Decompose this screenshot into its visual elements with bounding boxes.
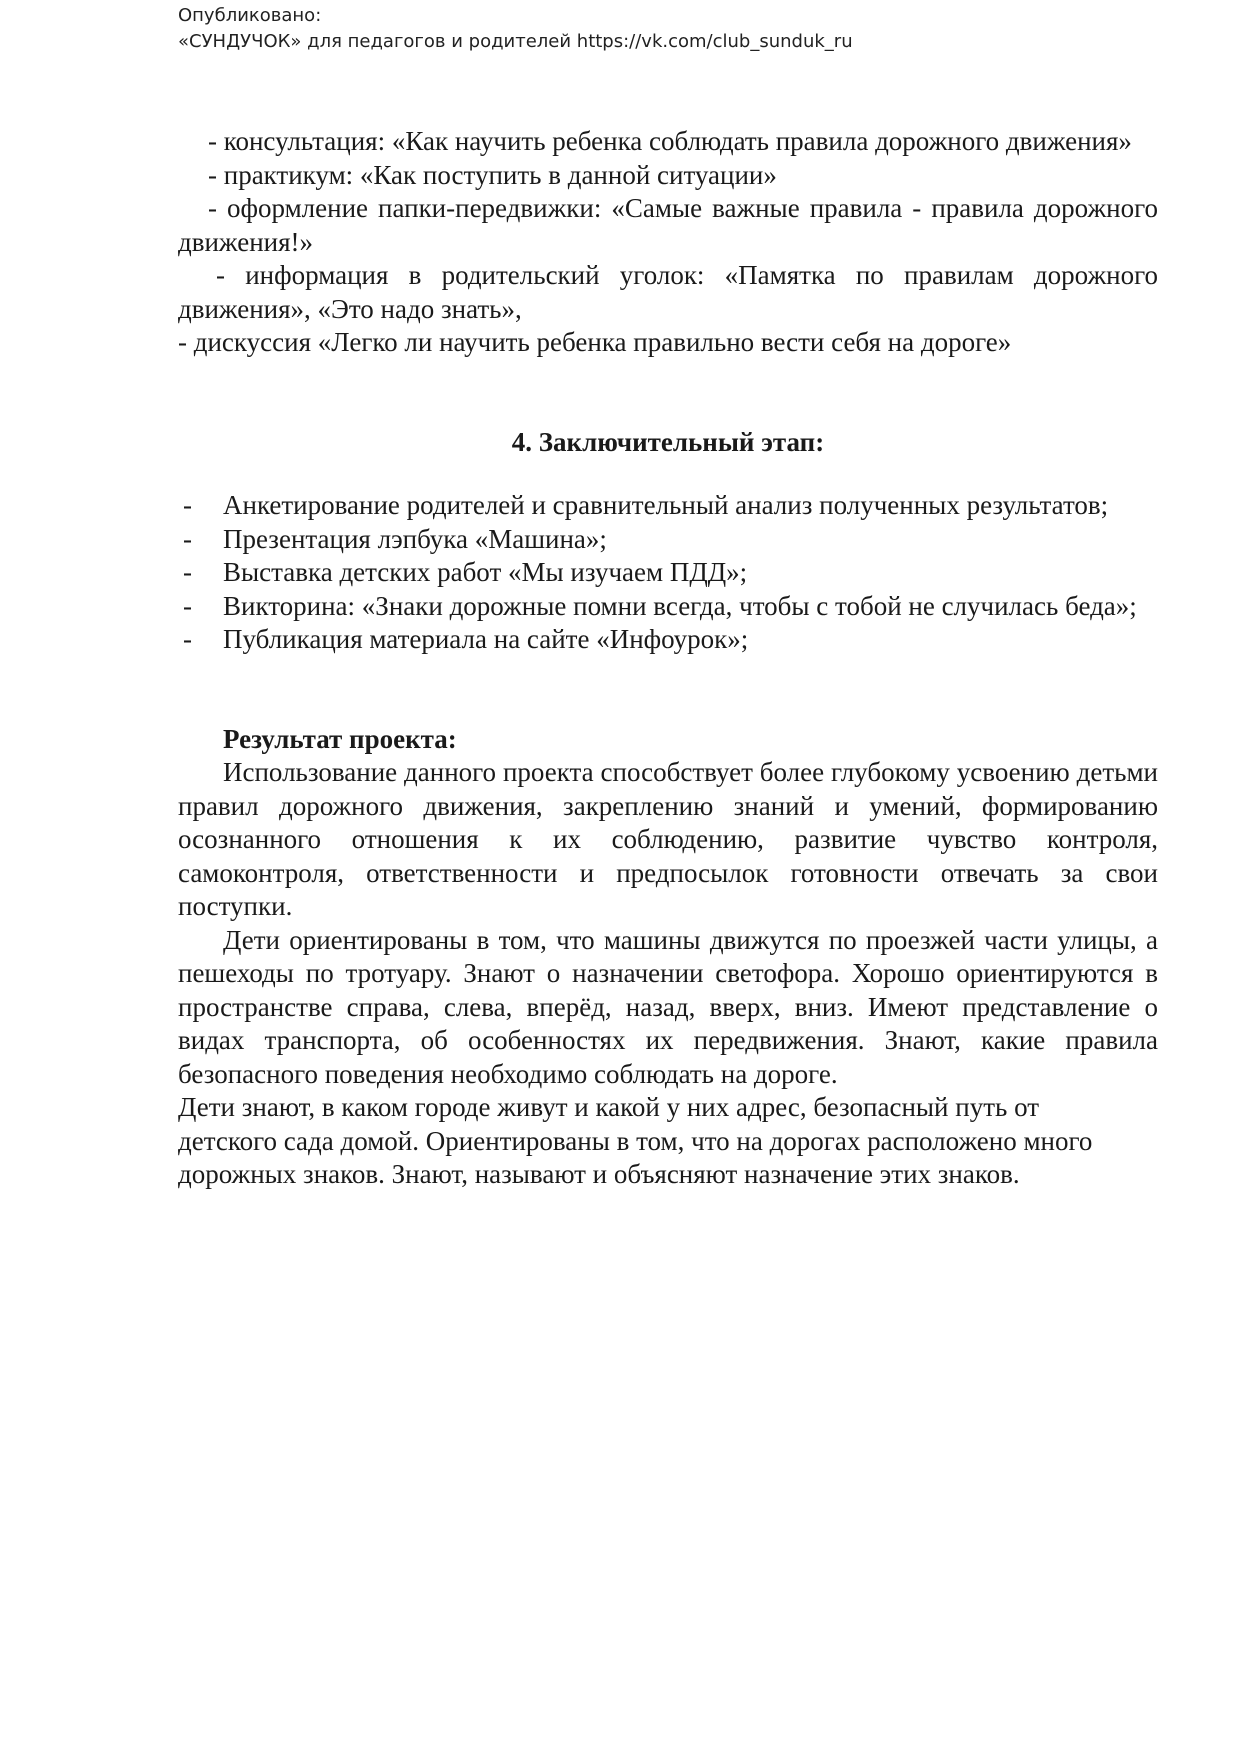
document-body xyxy=(178,125,1158,1192)
header-source-line: «СУНДУЧОК» для педагогов и родителей https://vk.com/club_sunduk_ru xyxy=(178,31,853,52)
list-item xyxy=(178,556,1158,590)
publication-header xyxy=(178,3,853,55)
list-item xyxy=(178,523,1158,557)
result-title: Результат проекта: xyxy=(223,723,457,754)
intro-item-consultation: - консультация: «Как научить ребенка соблюдать правила дорожного движения» xyxy=(208,126,1132,156)
final-stage-list xyxy=(178,489,1158,657)
list-item-text: Выставка детских работ «Мы изучаем ПДД»; xyxy=(223,557,748,587)
list-dash: - xyxy=(183,590,192,621)
result-paragraph: Использование данного проекта способствует более глубокому усвоению детьми правил дорожного движения, закреплению знаний и умений, формированию осознанного отношения к их соблюдению, развитие чувство контроля, самоконтроля, ответственности и предпосылок готовности отвечать за свои поступки. xyxy=(178,757,1158,921)
list-item-text: Викторина: «Знаки дорожные помни всегда, чтобы с тобой не случилась беда»; xyxy=(223,590,1137,621)
list-item xyxy=(178,590,1158,624)
result-paragraph: Дети знают, в каком городе живут и какой у них адрес, безопасный путь от детского сада домой. Ориентированы в том, что на дорогах расположено много дорожных знаков. Знают, называют и объясняют назначение этих знаков. xyxy=(178,1092,1093,1189)
list-item-text: Анкетирование родителей и сравнительный анализ полученных результатов; xyxy=(223,490,1109,520)
section-title-final-stage: 4. Заключительный этап: xyxy=(511,426,825,457)
list-dash: - xyxy=(183,490,192,520)
result-paragraph: Дети ориентированы в том, что машины движутся по проезжей части улицы, а пешеходы по тротуару. Знают о назначении светофора. Хорошо ориентируются в пространстве справа, слева, вперёд, назад, вверх, вниз. Имеют представление о видах транспорта, об особенностях их передвижения. Знают, какие правила безопасного поведения необходимо соблюдать на дороге. xyxy=(178,924,1158,1089)
list-item xyxy=(178,623,1158,657)
intro-item-folder: - оформление папки-передвижки: «Самые важные правила - правила дорожного движения!» xyxy=(178,193,1158,257)
list-item-text: Публикация материала на сайте «Инфоурок»; xyxy=(223,624,749,654)
list-dash: - xyxy=(183,557,192,587)
intro-item-discussion: - дискуссия «Легко ли научить ребенка правильно вести себя на дороге» xyxy=(178,327,1012,357)
intro-item-parent-corner: - информация в родительский уголок: «Памятка по правилам дорожного движения», «Это надо знать», xyxy=(178,260,1158,324)
list-dash: - xyxy=(183,624,192,654)
header-published-label: Опубликовано: xyxy=(178,5,322,26)
list-dash: - xyxy=(183,523,192,554)
intro-item-workshop: - практикум: «Как поступить в данной ситуации» xyxy=(208,159,777,190)
list-item-text: Презентация лэпбука «Машина»; xyxy=(223,523,607,554)
list-item xyxy=(178,489,1158,523)
